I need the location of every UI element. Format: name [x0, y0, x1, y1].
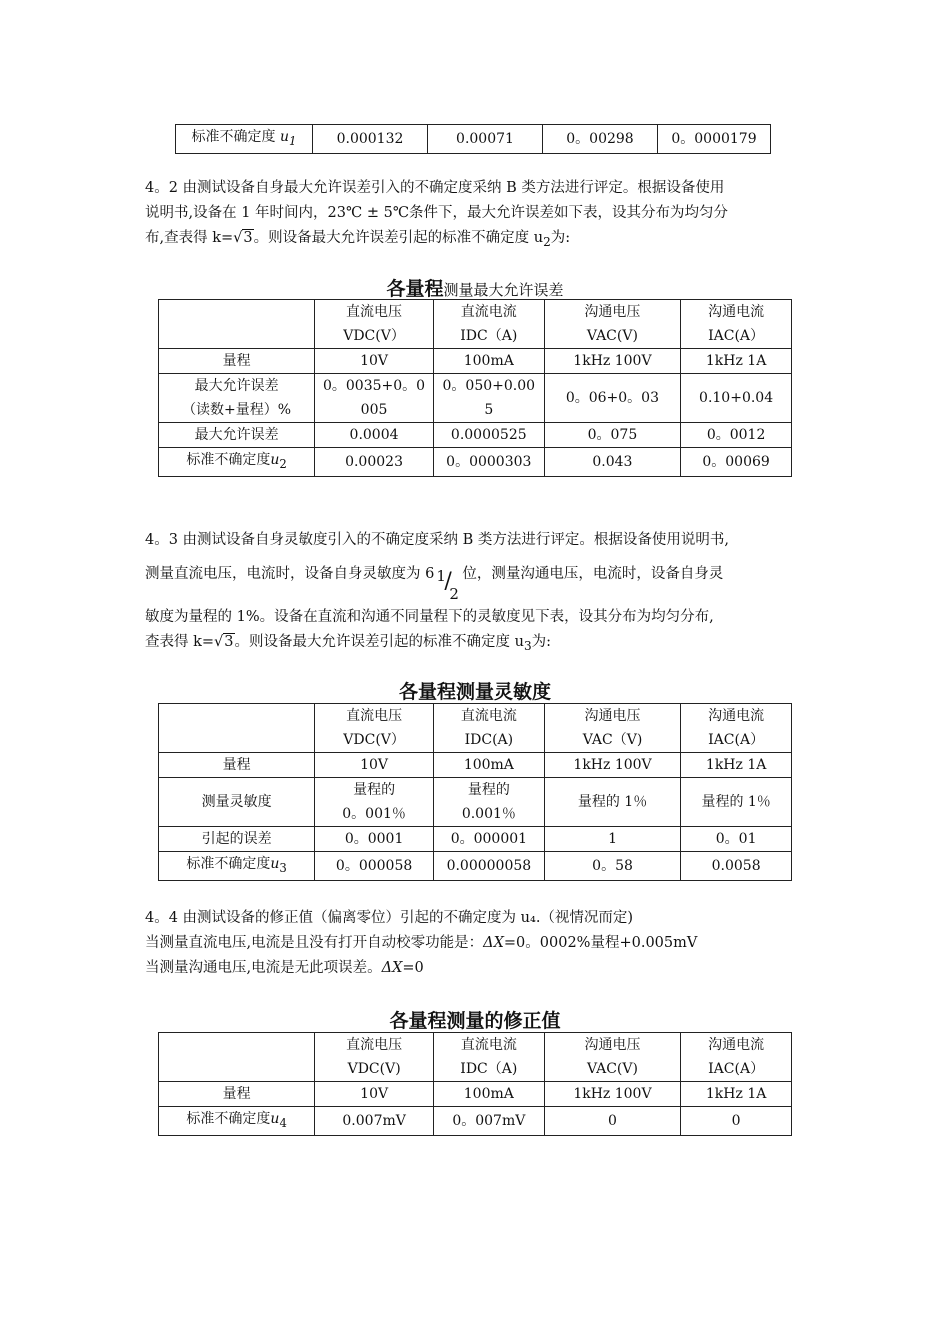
paragraph-4-2: [145, 176, 815, 255]
cell-empty: [159, 300, 315, 349]
sqrt-symbol: √: [233, 230, 243, 246]
text-line: 测量直流电压，电流时，设备自身灵敏度为 6 1 / 2 位，测量沟通电压，电流时，设备自身灵: [145, 553, 815, 595]
cell-empty: [159, 704, 315, 753]
column-header: 直流电压 VDC(V): [315, 1033, 434, 1082]
row-label: 量程: [159, 1082, 315, 1107]
column-header: 沟通电流 IAC(A）: [681, 300, 792, 349]
cell: 0。00069: [681, 448, 792, 477]
text-line: 4。2 由测试设备自身最大允许误差引入的不确定度采纳 B 类方法进行评定。根据设备使用: [145, 180, 725, 196]
cell: 0。000058: [315, 852, 434, 881]
cell: 1kHz 1A: [681, 349, 792, 374]
cell: 0。000001: [433, 827, 544, 852]
table-row: [159, 1107, 792, 1136]
cell: 量程的 0.001％: [433, 778, 544, 827]
cell: 10V: [315, 753, 434, 778]
column-header: 直流电流 IDC(A): [433, 704, 544, 753]
fraction: 1 / 2: [436, 567, 459, 603]
text-line: 布,查表得 k=√3。则设备最大允许误差引起的标准不确定度 $u_2$为:: [145, 230, 571, 249]
cell: 0。58: [544, 852, 680, 881]
column-header: 沟通电压 VAC（V): [544, 704, 680, 753]
cell: 0。01: [681, 827, 792, 852]
cell: 0。075: [544, 423, 680, 448]
cell: 0: [681, 1107, 792, 1136]
cell: 1kHz 100V: [544, 753, 680, 778]
column-header: 沟通电压 VAC(V): [544, 300, 680, 349]
cell: 1kHz 1A: [681, 753, 792, 778]
cell: 0。050+0.00 5: [433, 374, 544, 423]
cell: 0。0001: [315, 827, 434, 852]
column-header: 直流电流 IDC（A): [433, 1033, 544, 1082]
cell: 0.00071: [428, 125, 543, 154]
cell: 0.043: [544, 448, 680, 477]
column-header: 直流电压 VDC(V）: [315, 300, 434, 349]
cell: 0。0000179: [658, 125, 771, 154]
table-row: [159, 300, 792, 349]
text-line: 当测量直流电压,电流是且没有打开自动校零功能是：ΔX=0。0002%量程+0.005mV: [145, 935, 698, 951]
table-row: [176, 125, 771, 154]
row-label: 量程: [159, 753, 315, 778]
table-row: [159, 1033, 792, 1082]
text-line: 当测量沟通电压,电流是无此项误差。ΔX=0: [145, 960, 424, 976]
table-row: [159, 349, 792, 374]
row-label: 标准不确定度 $u_1$: [176, 125, 313, 154]
table-row: [159, 704, 792, 753]
row-label: 最大允许误差: [159, 423, 315, 448]
cell: 1: [544, 827, 680, 852]
paragraph-4-4: [145, 906, 815, 981]
text-line: 4。4 由测试设备的修正值（偏离零位）引起的不确定度为 u₄.（视情况而定): [145, 910, 634, 926]
cell-empty: [159, 1033, 315, 1082]
cell: 0.00023: [315, 448, 434, 477]
row-label: 最大允许误差 （读数+量程）%: [159, 374, 315, 423]
cell: 0。007mV: [433, 1107, 544, 1136]
table-u1: [175, 124, 771, 154]
table-row: [159, 827, 792, 852]
column-header: 沟通电流 IAC(A）: [681, 704, 792, 753]
text-line: 4。3 由测试设备自身灵敏度引入的不确定度采纳 B 类方法进行评定。根据设备使用说明书,: [145, 532, 730, 548]
cell: 0: [544, 1107, 681, 1136]
row-label: 引起的误差: [159, 827, 315, 852]
cell: 10V: [315, 1082, 434, 1107]
sqrt-symbol: √: [214, 634, 224, 650]
paragraph-4-3: [145, 528, 815, 659]
cell: 量程的 1％: [681, 778, 792, 827]
table-row: [159, 1082, 792, 1107]
table-max-error: [158, 299, 792, 477]
table-correction: [158, 1032, 792, 1136]
cell: 0.0000525: [433, 423, 544, 448]
table-sensitivity: [158, 703, 792, 881]
row-label: 标准不确定度$u_3$: [159, 852, 315, 881]
table-caption: 各量程测量最大允许误差: [386, 278, 564, 300]
table-row: [159, 448, 792, 477]
cell: 0.000132: [313, 125, 428, 154]
cell: 0。00298: [543, 125, 658, 154]
column-header: 直流电流 IDC（A): [433, 300, 544, 349]
column-header: 直流电压 VDC(V）: [315, 704, 434, 753]
table-row: [159, 778, 792, 827]
cell: 100mA: [433, 753, 544, 778]
text-line: 查表得 k=√3。则设备最大允许误差引起的标准不确定度 $u_3$为:: [145, 634, 552, 653]
cell: 量程的 1％: [544, 778, 680, 827]
text-line: 说明书,设备在 1 年时间内，23℃ ± 5℃条件下，最大允许误差如下表，设其分布为均匀分: [145, 205, 729, 221]
row-label: 标准不确定度$u_4$: [159, 1107, 315, 1136]
table-caption: 各量程测量的修正值: [389, 1010, 561, 1032]
cell: 1kHz 100V: [544, 349, 680, 374]
cell: 1kHz 100V: [544, 1082, 681, 1107]
cell: 0.007mV: [315, 1107, 434, 1136]
table-row: [159, 753, 792, 778]
text-line: 敏度为量程的 1%。设备在直流和沟通不同量程下的灵敏度见下表，设其分布为均匀分布,: [145, 609, 714, 625]
table-row: [159, 852, 792, 881]
table-caption: 各量程测量灵敏度: [398, 681, 551, 703]
table-row: [159, 374, 792, 423]
column-header: 沟通电流 IAC(A）: [681, 1033, 792, 1082]
cell: 0。0012: [681, 423, 792, 448]
cell: 0。0035+0。0 005: [315, 374, 434, 423]
cell: 10V: [315, 349, 434, 374]
row-label: 测量灵敏度: [159, 778, 315, 827]
row-label: 量程: [159, 349, 315, 374]
column-header: 沟通电压 VAC(V): [544, 1033, 681, 1082]
cell: 0。0000303: [433, 448, 544, 477]
cell: 1kHz 1A: [681, 1082, 792, 1107]
cell: 100mA: [433, 349, 544, 374]
cell: 0.0004: [315, 423, 434, 448]
cell: 量程的 0。001％: [315, 778, 434, 827]
table-row: [159, 423, 792, 448]
cell: 0.00000058: [433, 852, 544, 881]
cell: 100mA: [433, 1082, 544, 1107]
cell: 0。06+0。03: [544, 374, 680, 423]
cell: 0.10+0.04: [681, 374, 792, 423]
cell: 0.0058: [681, 852, 792, 881]
row-label: 标准不确定度$u_2$: [159, 448, 315, 477]
